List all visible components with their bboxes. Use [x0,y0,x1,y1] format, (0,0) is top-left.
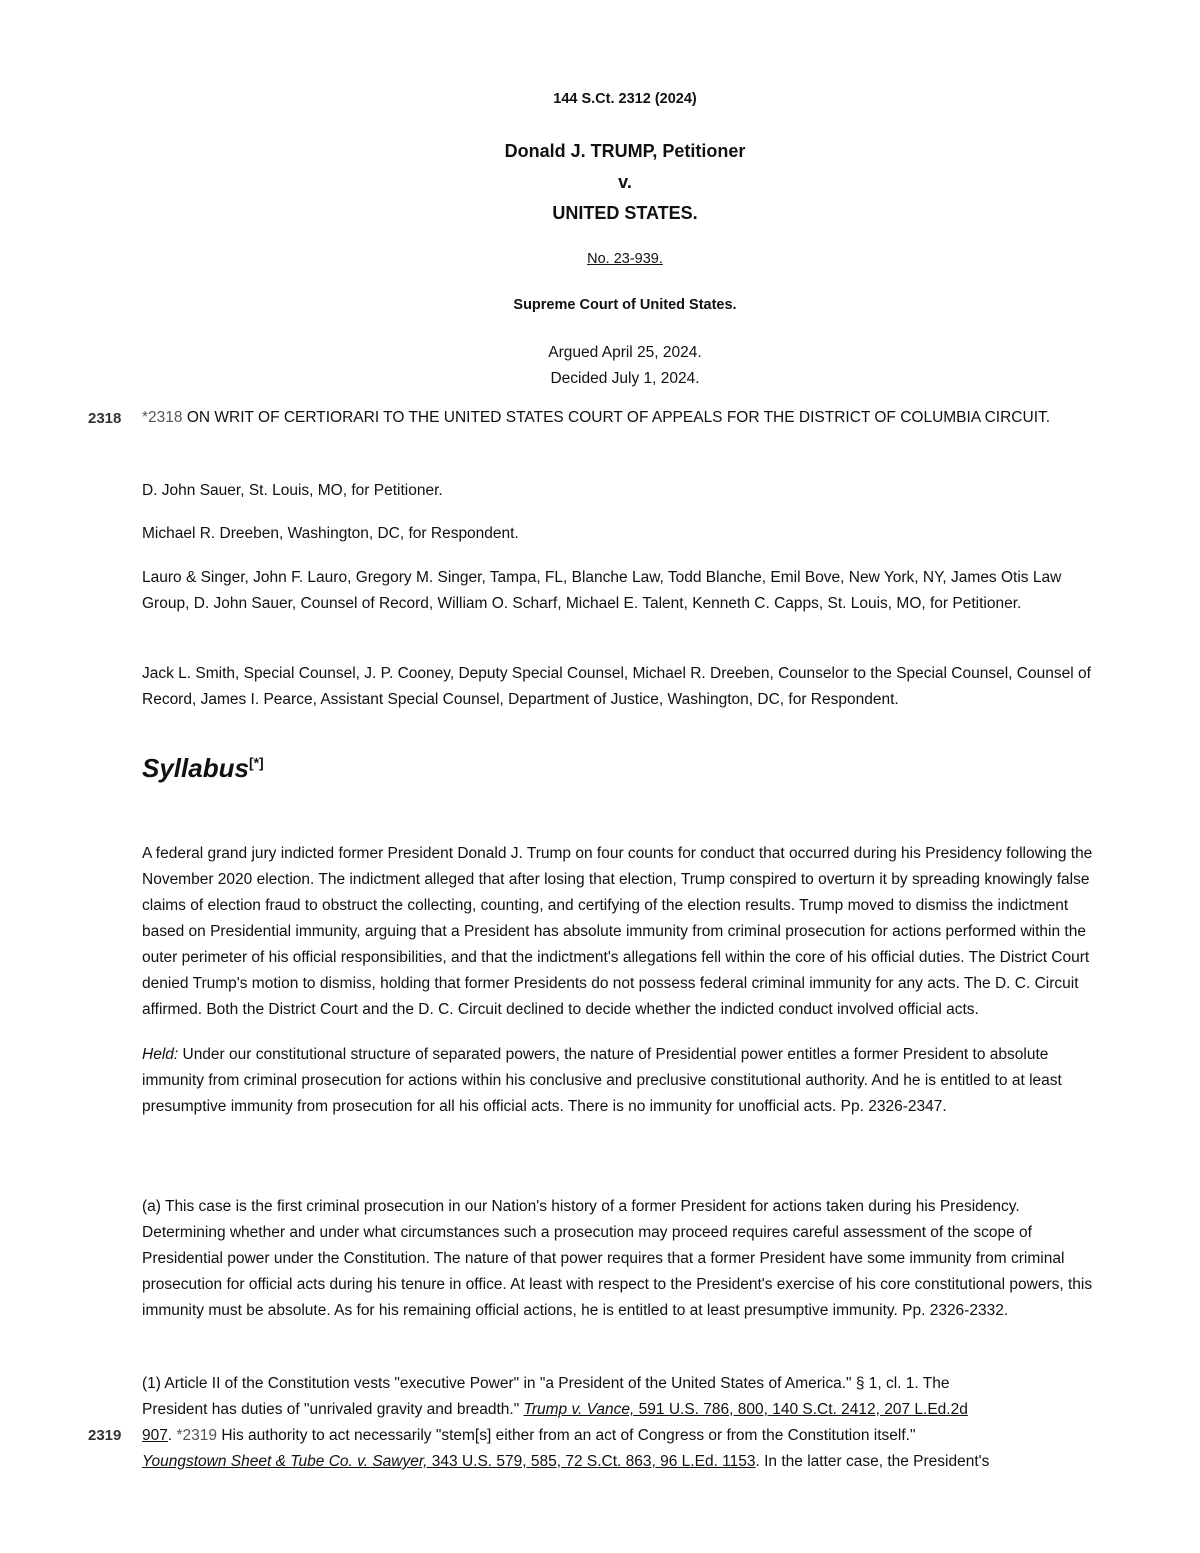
star-page-2318: *2318 [142,409,183,426]
article-line-3: 907. *2319 His authority to act necessarily "stem[s] either from an act of Congress or from the Constitution itself." [142,1427,916,1444]
decided-date: Decided July 1, 2024. [550,370,700,387]
reporter-citation: 144 S.Ct. 2312 (2024) [553,91,697,107]
cite-link-youngstown[interactable]: 343 U.S. 579, 585, 72 S.Ct. 863, 96 L.Ed. 1153 [427,1453,756,1470]
syllabus-footnote-link[interactable]: [*] [248,754,264,771]
article-line-4-text: . In the latter case, the President's [755,1453,990,1470]
cite-link-vance-b[interactable]: 907 [142,1427,168,1444]
star-page-2319: *2319 [176,1427,218,1444]
counsel-respondent-brief: Jack L. Smith, Special Counsel, J. P. Cooney, Deputy Special Counsel, Michael R. Dreeben, Counselor to the Special Counsel, Counsel of Record, James I. Pearce, Assistant Special Counsel, Department of Justice, Washington, DC, for Respondent. [142,665,1091,708]
counsel-petitioner-argued: D. John Sauer, St. Louis, MO, for Petitioner. [142,482,443,499]
article-line-3-text: His authority to act necessarily "stem[s] either from an act of Congress or from the Constitution itself." [217,1427,916,1444]
syllabus-paragraph-a: (a) This case is the first criminal prosecution in our Nation's history of a former President for actions taken during his Presidency. Determining whether and under what circumstances such a prosecution may proceed requires careful assessment of the scope of Presidential power under the Constitution. The nature of that power requires that a former President have some immunity from criminal prosecution for official acts during his tenure in office. At least with respect to the President's exercise of his core constitutional powers, this immunity must be absolute. As for his remaining official actions, he is entitled to at least presumptive immunity. Pp. 2326-2332. [142,1198,1093,1319]
held-label: Held: [142,1046,179,1063]
court-name: Supreme Court of United States. [513,297,737,313]
syllabus-title: Syllabus [142,753,249,783]
syllabus-held [142,1042,1107,1120]
article-line-1: (1) Article II of the Constitution vests "executive Power" in "a President of the United States of America." § 1, cl. 1. The [142,1375,950,1392]
cite-link-vance-a[interactable]: 591 U.S. 786, 800, 140 S.Ct. 2412, 207 L.Ed.2d [634,1401,968,1418]
argued-date: Argued April 25, 2024. [548,344,702,361]
counsel-petitioner-brief: Lauro & Singer, John F. Lauro, Gregory M. Singer, Tampa, FL, Blanche Law, Todd Blanche, Emil Bove, New York, NY, James Otis Law Group, D. John Sauer, Counsel of Record, William O. Scharf, Michael E. Talent, Kenneth C. Capps, St. Louis, MO, for Petitioner. [142,569,1062,612]
case-link-trump-v-vance[interactable]: Trump v. Vance, [523,1401,635,1418]
case-link-youngstown[interactable]: Youngstown Sheet & Tube Co. v. Sawyer, [142,1453,428,1470]
page-number-2318: 2318 [88,410,122,427]
counsel-respondent-argued: Michael R. Dreeben, Washington, DC, for Respondent. [142,525,519,542]
docket-number[interactable]: No. 23-939. [587,251,663,267]
petitioner-name: Donald J. TRUMP, Petitioner [504,141,746,161]
article-line-2 [142,1397,1107,1423]
case-dates [0,340,1200,392]
syllabus-heading [142,753,264,784]
article-line-2-text: President has duties of "unrivaled gravity and breadth." [142,1401,524,1418]
versus: v. [618,172,632,192]
syllabus-paragraph-1-article [142,1371,1107,1475]
writ-statement [142,405,1107,431]
respondent-name: UNITED STATES. [552,203,698,223]
held-text: Under our constitutional structure of separated powers, the nature of Presidential power entitles a former President to absolute immunity from criminal prosecution for actions within his conclusive and preclusive constitutional authority. And he is entitled to at least presumptive immunity from prosecution for all his official acts. There is no immunity for unofficial acts. Pp. 2326-2347. [142,1046,1062,1115]
article-line-4 [142,1449,1107,1475]
syllabus-paragraph-1: A federal grand jury indicted former President Donald J. Trump on four counts for conduct that occurred during his Presidency following the November 2020 election. The indictment alleged that after losing that election, Trump conspired to overturn it by spreading knowingly false claims of election fraud to obstruct the collecting, counting, and certifying of the election results. Trump moved to dismiss the indictment based on Presidential immunity, arguing that a President has absolute immunity from criminal prosecution for actions performed within the outer perimeter of his official responsibilities, and that the indictment's allegations fell within the core of his official duties. The District Court denied Trump's motion to dismiss, holding that former Presidents do not possess federal criminal immunity for any acts. The D. C. Circuit affirmed. Both the District Court and the D. C. Circuit declined to decide whether the indicted conduct involved official acts. [142,845,1093,1018]
page-number-2319: 2319 [88,1427,122,1444]
writ-text: ON WRIT OF CERTIORARI TO THE UNITED STATES COURT OF APPEALS FOR THE DISTRICT OF COLUMBIA CIRCUIT. [186,409,1051,426]
